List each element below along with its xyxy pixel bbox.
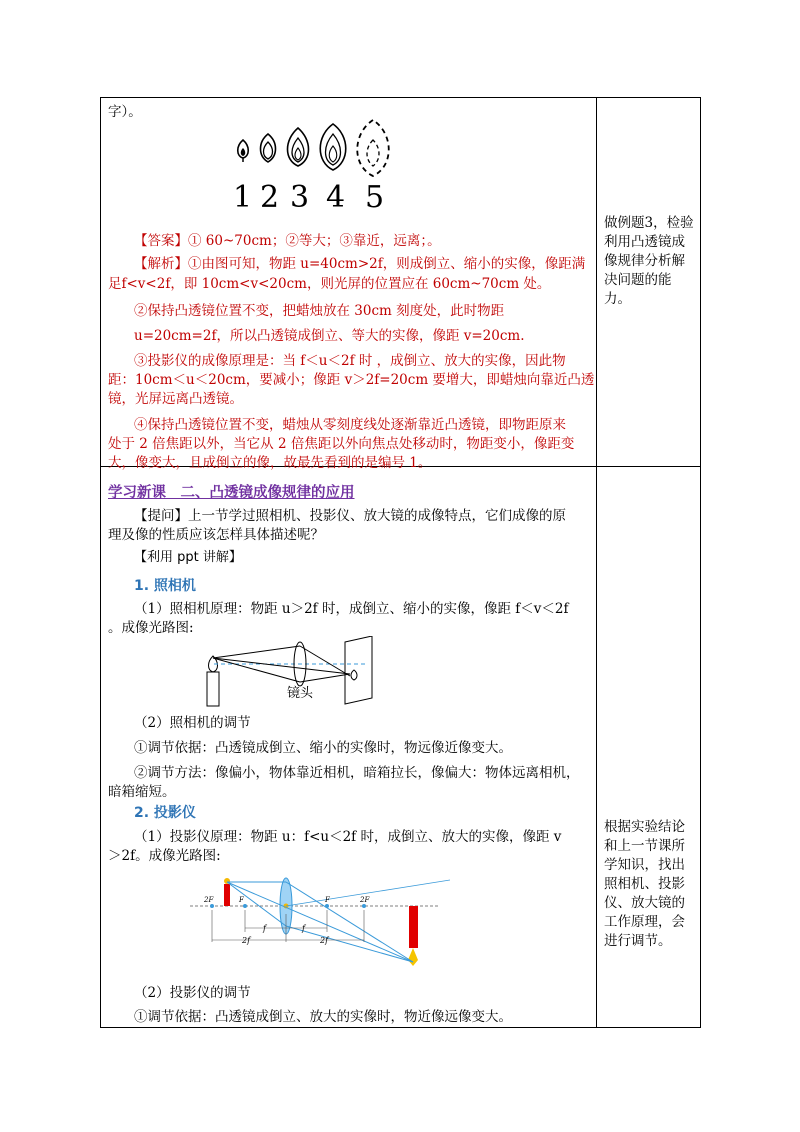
flame-number-2: 2 xyxy=(260,180,280,215)
section-heading: 学习新课 二、凸透镜成像规律的应用 xyxy=(108,485,355,501)
analysis-1a: 【解析】①由图可知，物距 u=40cm>2f，则成倒立、缩小的实像，像距满 xyxy=(134,256,586,272)
camera-principle-a: （1）照相机原理：物距 u＞2f 时，成倒立、缩小的实像，像距 f＜v＜2f xyxy=(134,601,569,617)
ppt-note: 【利用 ppt 讲解】 xyxy=(134,550,242,565)
analysis-2a: ②保持凸透镜位置不变，把蜡烛放在 30cm 刻度处，此时物距 xyxy=(134,303,505,319)
label-2F-right: 2F xyxy=(360,896,370,904)
analysis-3a: ③投影仪的成像原理是：当 f＜u＜2f 时 ，成倒立、放大的实像，因此物 xyxy=(134,353,566,369)
analysis-2b: u=20cm=2f，所以凸透镜成倒立、等大的实像，像距 v=20cm. xyxy=(134,328,525,344)
camera-title: 1. 照相机 xyxy=(134,578,196,594)
camera-principle-b: 。成像光路图: xyxy=(108,620,194,636)
analysis-4b: 处于 2 倍焦距以外，当它从 2 倍焦距以外向焦点处移动时，物距变小，像距变 xyxy=(108,436,575,452)
camera-adjust-title: （2）照相机的调节 xyxy=(134,715,251,731)
side-note-bottom: 根据实验结论和上一节课所学知识，找出照相机、投影仪、放大镜的工作原理，会进行调节。 xyxy=(604,819,685,949)
projector-adjust-basis: ①调节依据：凸透镜成倒立、放大的实像时，物近像远像变大。 xyxy=(134,1009,512,1025)
label-2f-right: 2f xyxy=(320,936,329,945)
question-b: 理及像的性质应该怎样具体描述呢？ xyxy=(108,527,324,543)
projector-principle-b: ＞2f。成像光路图: xyxy=(108,848,221,864)
projector-ray-diagram xyxy=(190,870,450,980)
flame-number-4: 4 xyxy=(326,180,346,215)
column-divider xyxy=(596,97,597,1028)
analysis-4c: 大，像变大，且成倒立的像，故最先看到的是编号 1。 xyxy=(108,455,432,471)
label-2f-left: 2f xyxy=(242,936,251,945)
text-line-continuation: 字）。 xyxy=(108,104,142,120)
flame-shapes-figure xyxy=(228,118,398,188)
label-F-right: F xyxy=(325,896,330,904)
question-a: 【提问】上一节学过照相机、投影仪、放大镜的成像特点，它们成像的原 xyxy=(134,508,566,524)
flame-number-1: 1 xyxy=(233,180,253,215)
camera-adjust-method-a: ②调节方法：像偏小，物体靠近相机，暗箱拉长，像偏大：物体远离相机， xyxy=(134,765,580,781)
camera-lens-label: 镜头 xyxy=(287,686,314,701)
side-note-top: 做例题3，检验利用凸透镜成像规律分析解决问题的能力。 xyxy=(604,215,694,307)
flame-number-3: 3 xyxy=(290,180,310,215)
analysis-1b: 足f<v<2f，即 10cm<v<20cm，则光屏的位置应在 60cm~70cm 处。 xyxy=(108,276,551,292)
projector-principle-a: （1）投影仪原理：物距 u：f<u＜2f 时，成倒立、放大的实像，像距 v xyxy=(134,829,562,845)
answer-text: 【答案】① 60~70cm；②等大；③靠近，远离；。 xyxy=(134,233,441,249)
label-2F-left: 2F xyxy=(204,896,214,904)
label-f-left: f xyxy=(263,924,266,933)
analysis-3c: 镜，光屏远离凸透镜。 xyxy=(108,391,243,407)
label-f-right: f xyxy=(302,924,305,933)
projector-title: 2. 投影仪 xyxy=(134,805,196,821)
projector-adjust-title: （2）投影仪的调节 xyxy=(134,985,251,1001)
flame-number-5: 5 xyxy=(365,180,385,215)
camera-adjust-basis: ①调节依据：凸透镜成倒立、缩小的实像时，物远像近像变大。 xyxy=(134,740,512,756)
camera-adjust-method-b: 暗箱缩短。 xyxy=(108,784,176,800)
analysis-4a: ④保持凸透镜位置不变，蜡烛从零刻度线处逐渐靠近凸透镜，即物距原来 xyxy=(134,417,566,433)
analysis-3b: 距：10cm＜u＜20cm，要减小；像距 v＞2f=20cm 要增大，即蜡烛向靠近凸透 xyxy=(108,372,595,388)
label-F-left: F xyxy=(239,896,244,904)
